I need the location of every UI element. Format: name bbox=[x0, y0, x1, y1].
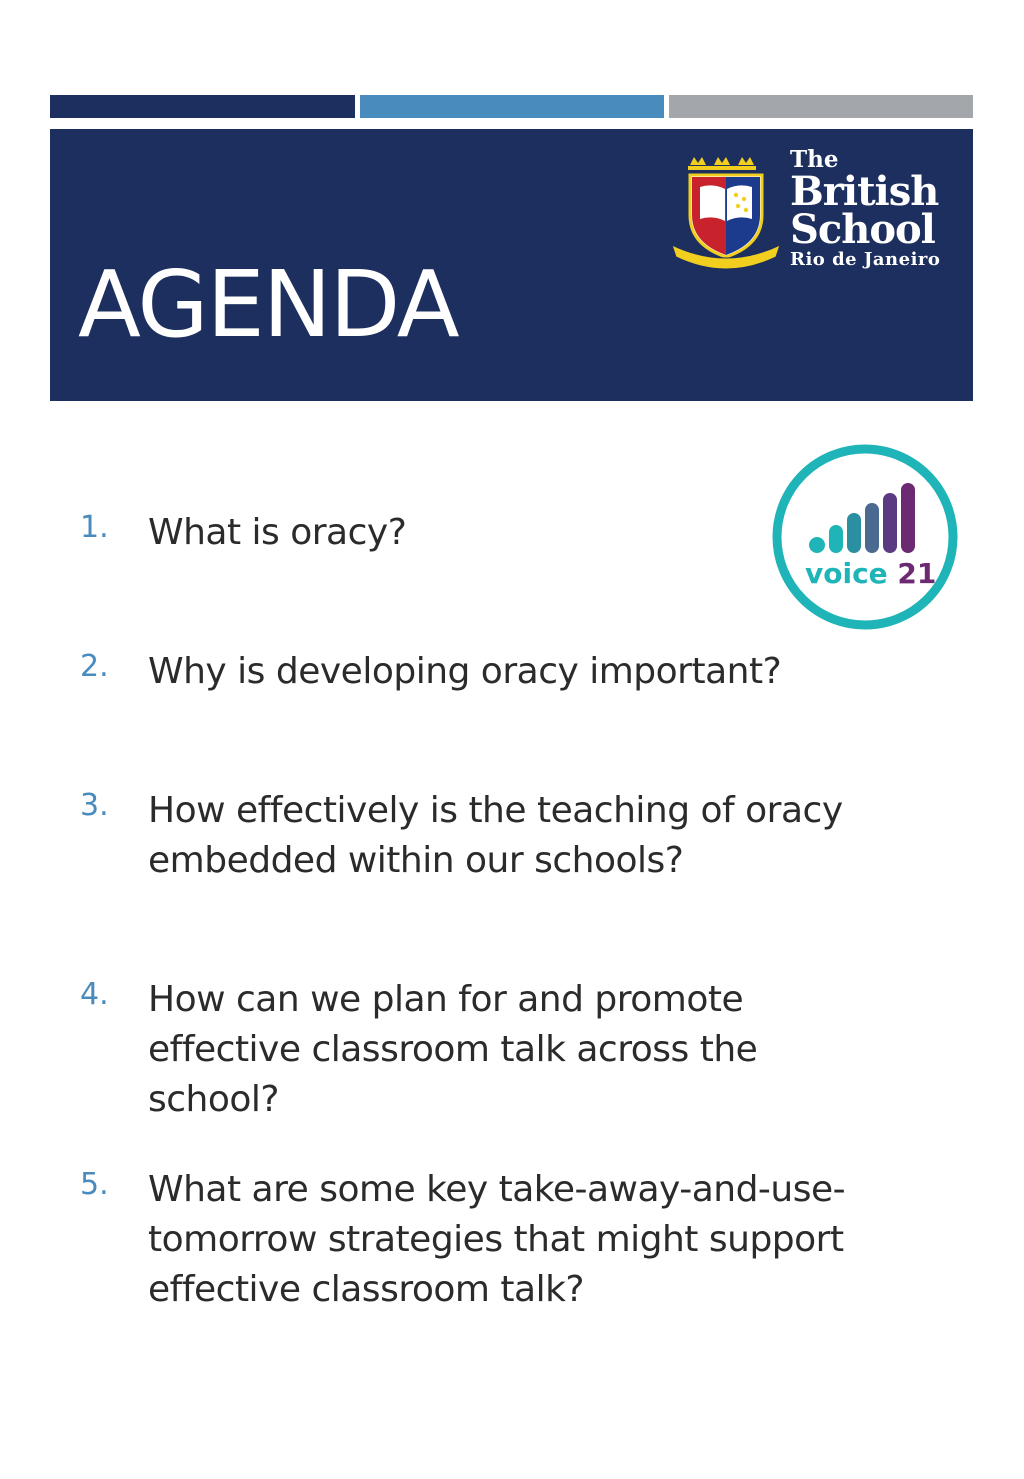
school-name-british: British bbox=[790, 168, 939, 215]
agenda-text: How can we plan for and promote effective classroom talk across the school? bbox=[148, 979, 758, 1120]
page-title: AGENDA bbox=[78, 251, 458, 358]
agenda-number: 2. bbox=[80, 649, 109, 684]
agenda-number: 3. bbox=[80, 788, 109, 823]
agenda-text: What is oracy? bbox=[148, 512, 407, 553]
voice21-text: voice 21 bbox=[805, 557, 937, 590]
agenda-number: 4. bbox=[80, 977, 109, 1012]
agenda-number: 5. bbox=[80, 1167, 109, 1202]
school-name-the: The bbox=[790, 146, 839, 173]
school-name-school: School bbox=[790, 206, 935, 253]
agenda-text: Why is developing oracy important? bbox=[148, 651, 782, 692]
agenda-text: How effectively is the teaching of oracy embedded within our schools? bbox=[148, 790, 843, 881]
agenda-number: 1. bbox=[80, 510, 109, 545]
agenda-text: What are some key take-away-and-use-tomorrow strategies that might support effective classroom talk? bbox=[148, 1169, 846, 1310]
school-name-location: Rio de Janeiro bbox=[790, 249, 941, 270]
